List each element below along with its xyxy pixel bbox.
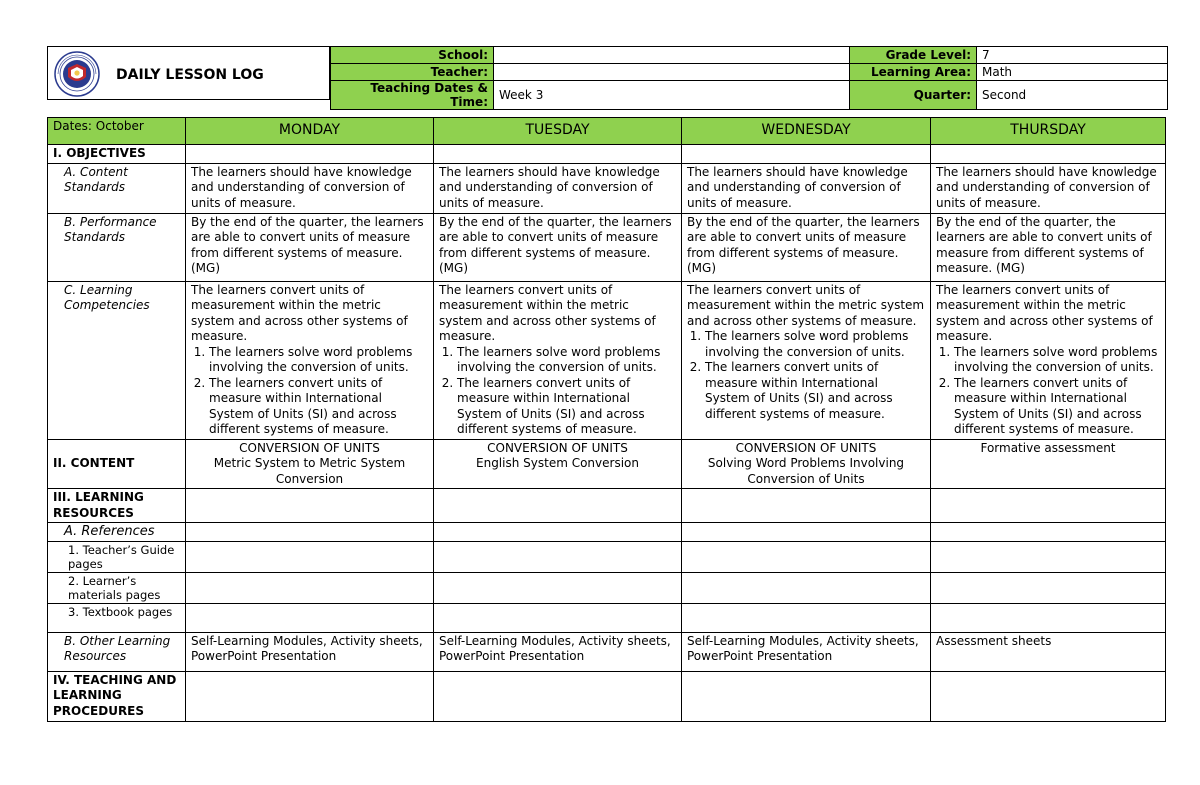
table-row bbox=[48, 163, 1166, 213]
grade-level-label: Grade Level: bbox=[850, 47, 977, 64]
competency-intro: The learners convert units of measurement within the metric system and across other systems of measure. bbox=[191, 282, 408, 343]
list-item: 2. The learners convert units of measure within International System of Units (SI) and across different systems of measure. bbox=[705, 360, 925, 422]
table-cell[interactable] bbox=[931, 603, 1166, 632]
other-resources-monday[interactable]: Self-Learning Modules, Activity sheets, PowerPoint Presentation bbox=[186, 632, 434, 671]
content-detail: Solving Word Problems Involving Conversion of Units bbox=[707, 456, 905, 486]
table-cell[interactable] bbox=[682, 523, 931, 542]
table-cell[interactable] bbox=[682, 572, 931, 603]
day-header-tuesday: TUESDAY bbox=[434, 118, 682, 145]
competency-intro: The learners convert units of measurement within the metric system and across other systems of measure. bbox=[439, 282, 656, 343]
table-row bbox=[48, 439, 1166, 489]
list-item: 2. The learners convert units of measure within International System of Units (SI) and across different systems of measure. bbox=[954, 376, 1160, 438]
table-cell[interactable] bbox=[682, 145, 931, 164]
list-item: 1. The learners solve word problems involving the conversion of units. bbox=[954, 345, 1160, 376]
content-standards-wednesday[interactable]: The learners should have knowledge and understanding of conversion of units of measure. bbox=[682, 163, 931, 213]
header-info-table bbox=[330, 46, 1168, 110]
content-heading: II. CONTENT bbox=[48, 439, 186, 489]
table-row bbox=[48, 118, 1166, 145]
content-standards-thursday[interactable]: The learners should have knowledge and understanding of conversion of units of measure. bbox=[931, 163, 1166, 213]
learning-competencies-thursday[interactable] bbox=[931, 281, 1166, 439]
competency-list bbox=[936, 345, 1160, 438]
table-row bbox=[48, 489, 1166, 523]
performance-standards-monday[interactable]: By the end of the quarter, the learners are able to convert units of measure from different systems of measure. (MG) bbox=[186, 213, 434, 281]
table-cell[interactable] bbox=[186, 523, 434, 542]
deped-seal-icon bbox=[54, 51, 100, 97]
table-cell[interactable] bbox=[931, 489, 1166, 523]
learning-area-field[interactable]: Math bbox=[977, 64, 1168, 81]
competency-list bbox=[687, 329, 925, 422]
page-title: DAILY LESSON LOG bbox=[116, 67, 264, 83]
performance-standards-label: B. Performance Standards bbox=[48, 213, 186, 281]
learning-resources-heading: III. LEARNING RESOURCES bbox=[48, 489, 186, 523]
learning-competencies-tuesday[interactable] bbox=[434, 281, 682, 439]
table-cell[interactable] bbox=[186, 489, 434, 523]
references-label: A. References bbox=[48, 523, 186, 542]
learning-competencies-wednesday[interactable] bbox=[682, 281, 931, 439]
table-cell[interactable] bbox=[186, 572, 434, 603]
table-cell[interactable] bbox=[186, 603, 434, 632]
learning-area-label: Learning Area: bbox=[850, 64, 977, 81]
content-tuesday[interactable] bbox=[434, 439, 682, 489]
table-cell[interactable] bbox=[434, 603, 682, 632]
content-standards-monday[interactable]: The learners should have knowledge and understanding of conversion of units of measure. bbox=[186, 163, 434, 213]
content-detail: English System Conversion bbox=[476, 456, 639, 470]
other-resources-label: B. Other Learning Resources bbox=[48, 632, 186, 671]
day-header-wednesday: WEDNESDAY bbox=[682, 118, 931, 145]
table-cell[interactable] bbox=[434, 489, 682, 523]
table-row bbox=[48, 541, 1166, 572]
dates-cell: Dates: October bbox=[48, 118, 186, 145]
table-cell[interactable] bbox=[682, 541, 931, 572]
content-title: Formative assessment bbox=[980, 440, 1116, 455]
table-row bbox=[48, 572, 1166, 603]
table-cell[interactable] bbox=[434, 572, 682, 603]
day-header-thursday: THURSDAY bbox=[931, 118, 1166, 145]
content-title: CONVERSION OF UNITS bbox=[487, 440, 628, 455]
table-cell[interactable] bbox=[931, 671, 1166, 721]
table-cell[interactable] bbox=[682, 603, 931, 632]
teaching-dates-label: Teaching Dates & Time: bbox=[331, 81, 494, 110]
table-row bbox=[48, 603, 1166, 632]
table-cell[interactable] bbox=[931, 541, 1166, 572]
teacher-field[interactable] bbox=[494, 64, 850, 81]
table-row bbox=[48, 632, 1166, 671]
other-resources-wednesday[interactable]: Self-Learning Modules, Activity sheets, PowerPoint Presentation bbox=[682, 632, 931, 671]
other-resources-tuesday[interactable]: Self-Learning Modules, Activity sheets, PowerPoint Presentation bbox=[434, 632, 682, 671]
objectives-heading: I. OBJECTIVES bbox=[48, 145, 186, 164]
header-logo-box bbox=[47, 46, 330, 100]
procedures-heading: IV. TEACHING AND LEARNING PROCEDURES bbox=[48, 671, 186, 721]
table-cell[interactable] bbox=[682, 489, 931, 523]
performance-standards-tuesday[interactable]: By the end of the quarter, the learners are able to convert units of measure from different systems of measure. (MG) bbox=[434, 213, 682, 281]
table-cell[interactable] bbox=[186, 541, 434, 572]
table-cell[interactable] bbox=[434, 523, 682, 542]
list-item: 2. The learners convert units of measure within International System of Units (SI) and across different systems of measure. bbox=[209, 376, 428, 438]
day-header-monday: MONDAY bbox=[186, 118, 434, 145]
grade-level-field[interactable]: 7 bbox=[977, 47, 1168, 64]
list-item: 1. The learners solve word problems involving the conversion of units. bbox=[457, 345, 676, 376]
content-monday[interactable] bbox=[186, 439, 434, 489]
list-item: 1. The learners solve word problems involving the conversion of units. bbox=[705, 329, 925, 360]
table-cell[interactable] bbox=[931, 572, 1166, 603]
teachers-guide-label: 1. Teacher’s Guide pages bbox=[48, 541, 186, 572]
teaching-dates-field[interactable]: Week 3 bbox=[494, 81, 850, 110]
performance-standards-thursday[interactable]: By the end of the quarter, the learners are able to convert units of measure from different systems of measure. (MG) bbox=[931, 213, 1166, 281]
content-title: CONVERSION OF UNITS bbox=[735, 440, 877, 455]
list-item: 1. The learners solve word problems involving the conversion of units. bbox=[209, 345, 428, 376]
table-row bbox=[48, 145, 1166, 164]
learning-competencies-monday[interactable] bbox=[186, 281, 434, 439]
content-standards-tuesday[interactable]: The learners should have knowledge and understanding of conversion of units of measure. bbox=[434, 163, 682, 213]
competency-list bbox=[191, 345, 428, 438]
competency-list bbox=[439, 345, 676, 438]
table-row bbox=[48, 671, 1166, 721]
table-cell[interactable] bbox=[434, 541, 682, 572]
quarter-label: Quarter: bbox=[850, 81, 977, 110]
table-row bbox=[48, 281, 1166, 439]
textbook-label: 3. Textbook pages bbox=[48, 603, 186, 632]
learners-materials-label: 2. Learner’s materials pages bbox=[48, 572, 186, 603]
table-cell[interactable] bbox=[931, 523, 1166, 542]
school-label: School: bbox=[331, 47, 494, 64]
list-item: 2. The learners convert units of measure within International System of Units (SI) and across different systems of measure. bbox=[457, 376, 676, 438]
content-detail: Metric System to Metric System Conversion bbox=[213, 456, 406, 486]
lesson-log-table bbox=[47, 117, 1166, 722]
competency-intro: The learners convert units of measurement within the metric system and across other systems of measure. bbox=[936, 282, 1153, 343]
table-cell[interactable] bbox=[186, 671, 434, 721]
table-cell[interactable] bbox=[186, 145, 434, 164]
table-cell[interactable] bbox=[931, 145, 1166, 164]
content-wednesday[interactable] bbox=[682, 439, 931, 489]
table-row bbox=[48, 213, 1166, 281]
table-row bbox=[48, 523, 1166, 542]
table-cell[interactable] bbox=[434, 671, 682, 721]
competency-intro: The learners convert units of measurement within the metric system and across other systems of measure. bbox=[687, 282, 925, 328]
other-resources-thursday[interactable]: Assessment sheets bbox=[931, 632, 1166, 671]
content-standards-label: A. Content Standards bbox=[48, 163, 186, 213]
teacher-label: Teacher: bbox=[331, 64, 494, 81]
table-cell[interactable] bbox=[434, 145, 682, 164]
table-cell[interactable] bbox=[682, 671, 931, 721]
school-field[interactable] bbox=[494, 47, 850, 64]
learning-competencies-label: C. Learning Competencies bbox=[48, 281, 186, 439]
content-thursday[interactable] bbox=[931, 439, 1166, 489]
content-title: CONVERSION OF UNITS bbox=[239, 440, 380, 455]
quarter-field[interactable]: Second bbox=[977, 81, 1168, 110]
performance-standards-wednesday[interactable]: By the end of the quarter, the learners are able to convert units of measure from different systems of measure. (MG) bbox=[682, 213, 931, 281]
